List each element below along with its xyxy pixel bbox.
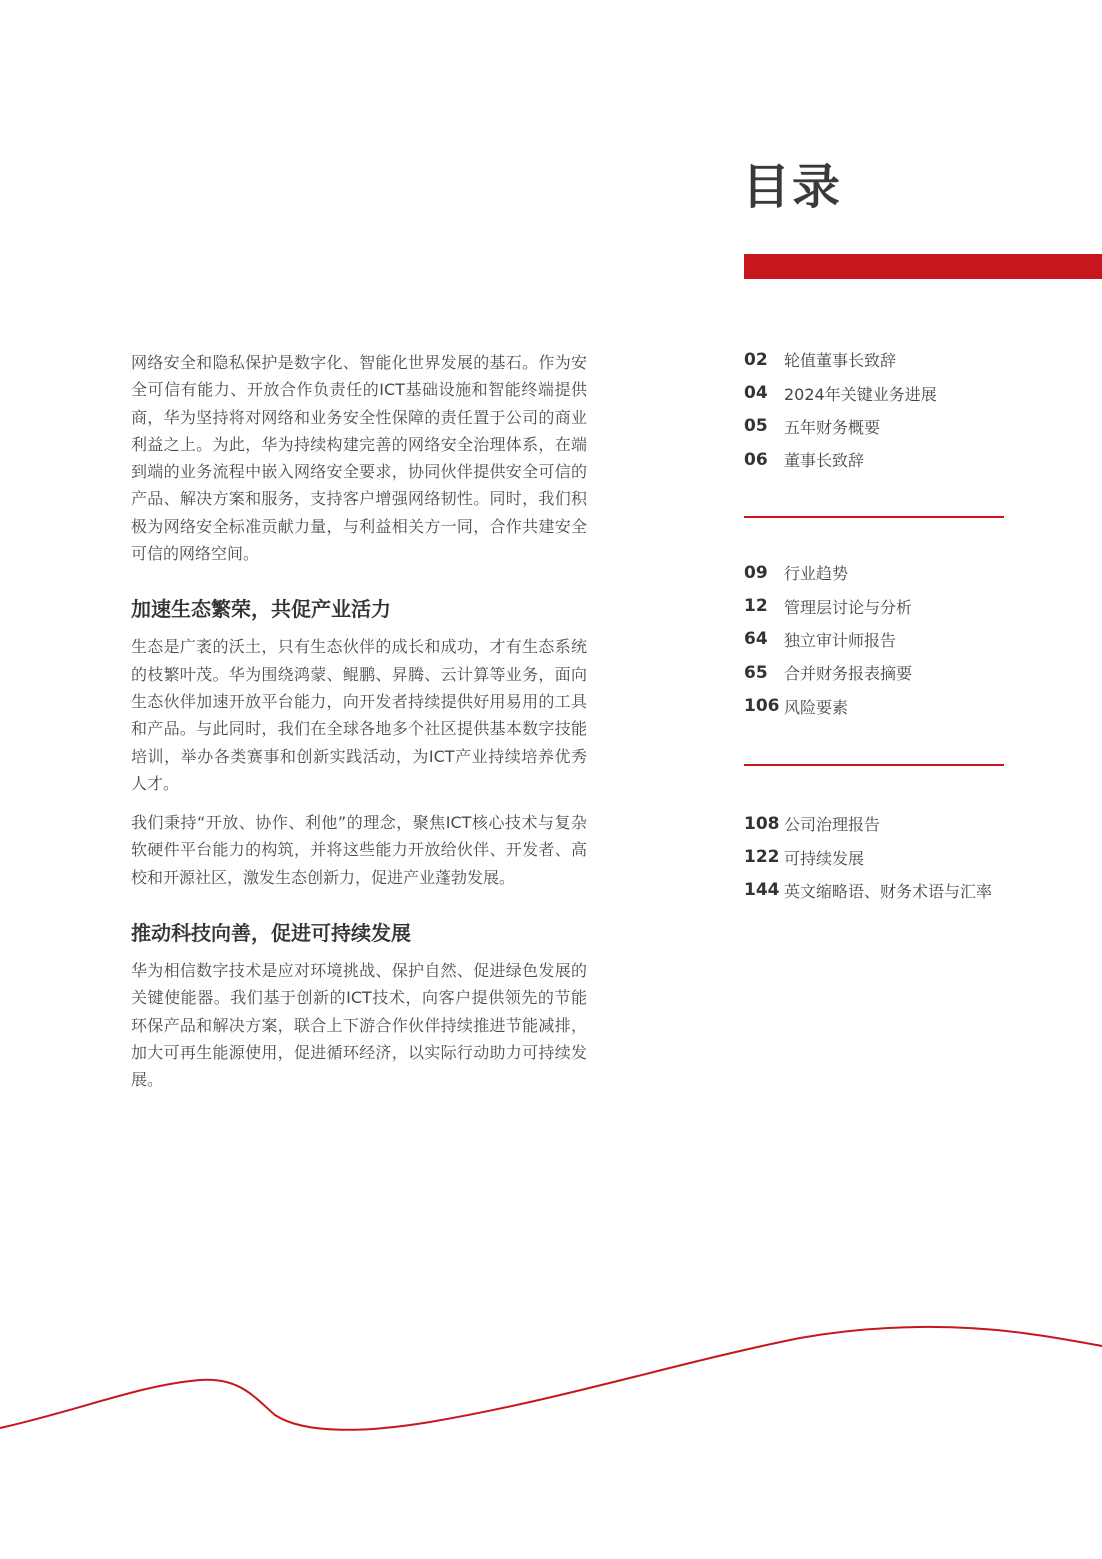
toc-page-number: 05 bbox=[744, 416, 768, 437]
toc-group-3 bbox=[744, 807, 1014, 907]
toc-page-number: 12 bbox=[744, 596, 768, 617]
toc-item-label: 董事长致辞 bbox=[784, 451, 865, 471]
decorative-wave-line bbox=[0, 1310, 1102, 1450]
toc-item[interactable] bbox=[744, 410, 1014, 443]
toc-item-label: 可持续发展 bbox=[784, 848, 865, 868]
toc-item-label: 英文缩略语、财务术语与汇率 bbox=[784, 881, 993, 901]
toc-item[interactable] bbox=[744, 840, 1014, 873]
section-title-ecosystem: 加速生态繁荣，共促产业活力 bbox=[131, 597, 391, 622]
toc-page-number: 06 bbox=[744, 449, 768, 470]
toc-item[interactable] bbox=[744, 376, 1014, 409]
ecosystem-paragraph-2: 我们秉持“开放、协作、利他”的理念，聚焦ICT核心技术与复杂软硬件平台能力的构筑，并将这些能力开放给伙伴、开发者、高校和开源社区，激发生态创新力，促进产业蓬勃发展。 bbox=[131, 813, 587, 887]
toc-item[interactable] bbox=[744, 690, 1014, 723]
toc-page-number: 108 bbox=[744, 813, 780, 834]
sustainability-paragraph: 华为相信数字技术是应对环境挑战、保护自然、促进绿色发展的关键使能器。我们基于创新的ICT技术，向客户提供领先的节能环保产品和解决方案，联合上下游合作伙伴持续推进节能减排，加大可再生能源使用，促进循环经济，以实际行动助力可持续发展。 bbox=[131, 961, 587, 1090]
toc-divider bbox=[744, 764, 1004, 766]
toc-item[interactable] bbox=[744, 443, 1014, 476]
toc-item[interactable] bbox=[744, 589, 1014, 622]
toc-page-number: 65 bbox=[744, 662, 768, 683]
toc-page-number: 64 bbox=[744, 629, 768, 650]
toc-page-number: 106 bbox=[744, 696, 780, 717]
toc-item-label: 轮值董事长致辞 bbox=[784, 351, 897, 371]
toc-page-number: 04 bbox=[744, 383, 768, 404]
toc-item[interactable] bbox=[744, 656, 1014, 689]
toc-item[interactable] bbox=[744, 807, 1014, 840]
toc-item-label: 合并财务报表摘要 bbox=[784, 664, 913, 684]
toc-item[interactable] bbox=[744, 343, 1014, 376]
toc-item[interactable] bbox=[744, 874, 1014, 907]
intro-paragraph: 网络安全和隐私保护是数字化、智能化世界发展的基石。作为安全可信有能力、开放合作负责任的ICT基础设施和智能终端提供商，华为坚持将对网络和业务安全性保障的责任置于公司的商业利益之上。为此，华为持续构建完善的网络安全治理体系，在端到端的业务流程中嵌入网络安全要求，协同伙伴提供安全可信的产品、解决方案和服务，支持客户增强网络韧性。同时，我们积极为网络安全标准贡献力量，与利益相关方一同，合作共建安全可信的网络空间。 bbox=[131, 353, 587, 564]
toc-title: 目录 bbox=[742, 159, 843, 215]
toc-page-number: 144 bbox=[744, 880, 780, 901]
toc-page-number: 02 bbox=[744, 349, 768, 370]
toc-item-label: 2024年关键业务进展 bbox=[784, 384, 937, 404]
toc-page-number: 09 bbox=[744, 562, 768, 583]
toc-item-label: 风险要素 bbox=[784, 697, 849, 717]
toc-group-1 bbox=[744, 343, 1014, 477]
intro-column bbox=[131, 349, 587, 1106]
toc-item[interactable] bbox=[744, 623, 1014, 656]
ecosystem-paragraph-1: 生态是广袤的沃土，只有生态伙伴的成长和成功，才有生态系统的枝繁叶茂。华为围绕鸿蒙、鲲鹏、昇腾、云计算等业务，面向生态伙伴加速开放平台能力，向开发者持续提供好用易用的工具和产品。与此同时，我们在全球各地多个社区提供基本数字技能培训，举办各类赛事和创新实践活动，为ICT产业持续培养优秀人才。 bbox=[131, 637, 587, 793]
toc-item[interactable] bbox=[744, 556, 1014, 589]
toc-item-label: 独立审计师报告 bbox=[784, 630, 897, 650]
toc-group-2 bbox=[744, 556, 1014, 723]
toc-item-label: 公司治理报告 bbox=[784, 815, 881, 835]
toc-item-label: 管理层讨论与分析 bbox=[784, 597, 913, 617]
section-title-sustainability: 推动科技向善，促进可持续发展 bbox=[131, 921, 411, 946]
toc-divider bbox=[744, 516, 1004, 518]
toc-item-label: 行业趋势 bbox=[784, 564, 849, 584]
toc-accent-bar bbox=[744, 254, 1102, 279]
toc-page-number: 122 bbox=[744, 847, 780, 868]
toc-item-label: 五年财务概要 bbox=[784, 417, 881, 437]
